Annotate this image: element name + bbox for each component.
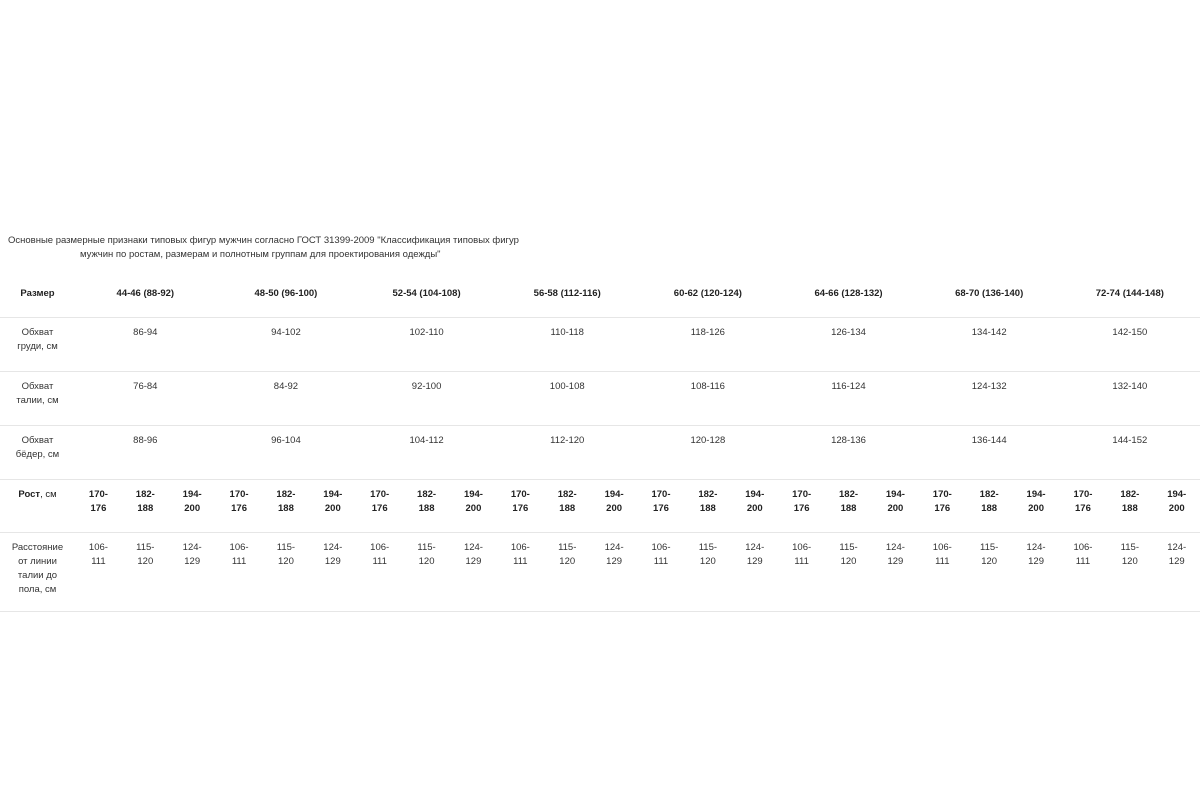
distance-value: 124- 129 [731,533,778,612]
hips-value: 112-120 [497,426,638,480]
distance-value: 124- 129 [1153,533,1200,612]
distance-value: 106- 111 [75,533,122,612]
waist-value: 116-124 [778,372,919,426]
hips-value: 96-104 [216,426,357,480]
hips-value: 104-112 [356,426,497,480]
height-value: 182- 188 [403,480,450,533]
height-value: 182- 188 [544,480,591,533]
size-header: 44-46 (88-92) [75,278,216,318]
hips-value: 144-152 [1060,426,1200,480]
caption-line-1: Основные размерные признаки типовых фигур мужчин согласно ГОСТ 31399-2009 "Классификация типовых фигур [8,235,519,246]
table-caption [0,234,520,262]
chest-value: 110-118 [497,318,638,372]
waist-value: 84-92 [216,372,357,426]
chest-value: 102-110 [356,318,497,372]
distance-value: 115- 120 [122,533,169,612]
waist-value: 100-108 [497,372,638,426]
height-value: 194- 200 [1153,480,1200,533]
chest-value: 118-126 [638,318,779,372]
height-value: 182- 188 [684,480,731,533]
height-value: 170- 176 [778,480,825,533]
waist-label: Обхват талии, см [0,372,75,426]
height-value: 170- 176 [1060,480,1107,533]
height-value: 170- 176 [356,480,403,533]
distance-value: 106- 111 [919,533,966,612]
distance-value: 106- 111 [638,533,685,612]
size-header: 48-50 (96-100) [216,278,357,318]
height-value: 182- 188 [966,480,1013,533]
distance-label: Расстояние от линии талии до пола, см [0,533,75,612]
hips-value: 88-96 [75,426,216,480]
height-value: 170- 176 [497,480,544,533]
height-value: 170- 176 [75,480,122,533]
chest-value: 134-142 [919,318,1060,372]
waist-value: 76-84 [75,372,216,426]
chest-row [0,318,1200,372]
distance-value: 106- 111 [216,533,263,612]
height-value: 194- 200 [872,480,919,533]
distance-value: 124- 129 [309,533,356,612]
hips-value: 128-136 [778,426,919,480]
size-header: 52-54 (104-108) [356,278,497,318]
size-header: 72-74 (144-148) [1060,278,1200,318]
height-value: 170- 176 [638,480,685,533]
distance-value: 106- 111 [356,533,403,612]
distance-value: 106- 111 [497,533,544,612]
chest-label: Обхват груди, см [0,318,75,372]
waist-row [0,372,1200,426]
height-value: 194- 200 [450,480,497,533]
height-label: Рост, см [0,480,75,533]
chest-value: 142-150 [1060,318,1200,372]
distance-value: 124- 129 [1013,533,1060,612]
height-value: 182- 188 [1106,480,1153,533]
distance-value: 115- 120 [403,533,450,612]
height-value: 194- 200 [309,480,356,533]
distance-value: 115- 120 [966,533,1013,612]
size-header: 64-66 (128-132) [778,278,919,318]
distance-value: 124- 129 [872,533,919,612]
size-label: Размер [0,278,75,318]
waist-value: 108-116 [638,372,779,426]
height-row [0,480,1200,533]
distance-row [0,533,1200,612]
size-header: 56-58 (112-116) [497,278,638,318]
chest-value: 126-134 [778,318,919,372]
waist-value: 132-140 [1060,372,1200,426]
height-value: 194- 200 [169,480,216,533]
size-header: 60-62 (120-124) [638,278,779,318]
size-header: 68-70 (136-140) [919,278,1060,318]
size-table [0,278,1200,612]
height-value: 170- 176 [216,480,263,533]
chest-value: 94-102 [216,318,357,372]
height-value: 182- 188 [263,480,310,533]
waist-value: 92-100 [356,372,497,426]
distance-value: 124- 129 [450,533,497,612]
distance-value: 124- 129 [169,533,216,612]
hips-row [0,426,1200,480]
size-header-row [0,278,1200,318]
distance-value: 124- 129 [591,533,638,612]
waist-value: 124-132 [919,372,1060,426]
distance-value: 106- 111 [1060,533,1107,612]
caption-line-2: мужчин по ростам, размерам и полнотным группам для проектирования одежды" [80,249,441,260]
height-value: 182- 188 [825,480,872,533]
hips-label: Обхват бёдер, см [0,426,75,480]
distance-value: 115- 120 [544,533,591,612]
height-value: 182- 188 [122,480,169,533]
hips-value: 136-144 [919,426,1060,480]
chest-value: 86-94 [75,318,216,372]
distance-value: 115- 120 [684,533,731,612]
height-value: 170- 176 [919,480,966,533]
distance-value: 106- 111 [778,533,825,612]
height-value: 194- 200 [731,480,778,533]
distance-value: 115- 120 [1106,533,1153,612]
hips-value: 120-128 [638,426,779,480]
distance-value: 115- 120 [825,533,872,612]
height-value: 194- 200 [591,480,638,533]
height-value: 194- 200 [1013,480,1060,533]
distance-value: 115- 120 [263,533,310,612]
